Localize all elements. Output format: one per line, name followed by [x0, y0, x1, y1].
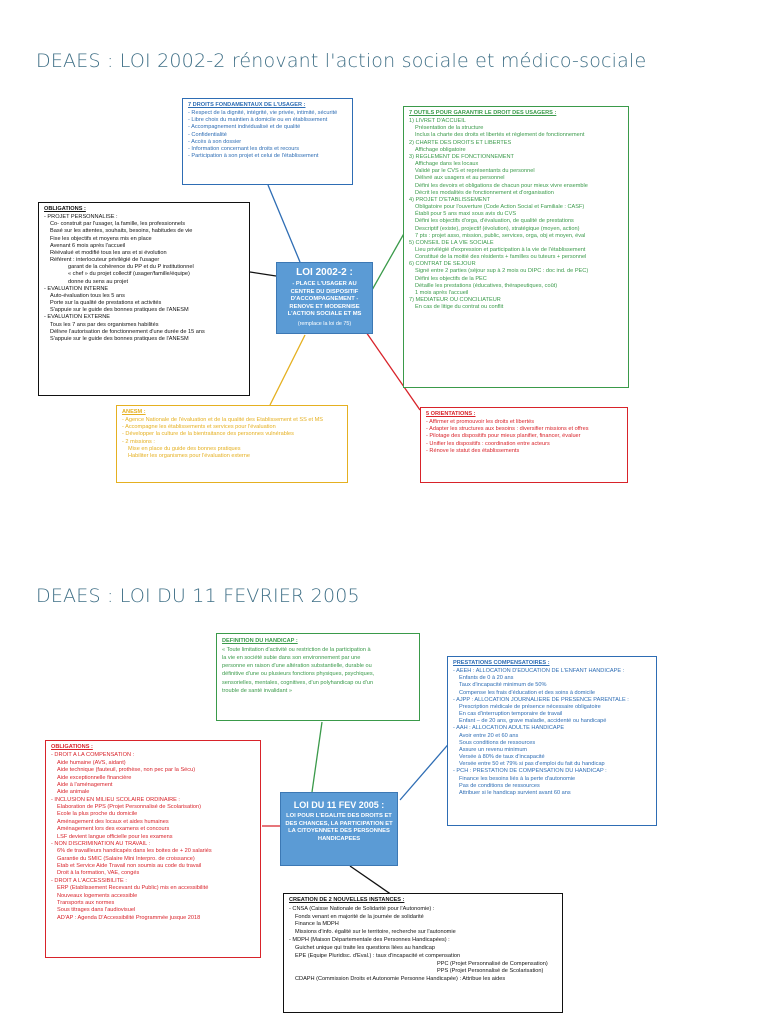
outils-line: Présentation de la structure [415, 125, 484, 132]
droits-heading: 7 DROITS FONDAMENTAUX DE L'USAGER : [188, 102, 306, 108]
definition-line: la vie en société subie dans son environnement par une [222, 655, 361, 662]
outils-line: Délivré aux usagers et au personnel [415, 175, 505, 182]
outils-line: Défini les objectifs d'orga, d'évaluation, de qualité de prestations [415, 218, 574, 225]
outils-line: 3) REGLEMENT DE FONCTIONNEMENT [409, 153, 514, 160]
obligations2-line: Ecole la plus proche du domicile [57, 811, 138, 818]
prestations-line: - AEEH : ALLOCATION D'EDUCATION DE L'ENFANT HANDICAPE : [453, 668, 625, 675]
obligations-line: Réévalué et modifié tous les ans et si évolution [50, 249, 167, 256]
obligations-line: - EVALUATION EXTERNE [44, 314, 110, 321]
prestations-line: Finance les besoins liés à la perte d'autonomie [459, 775, 576, 782]
obligations-line: Tous les 7 ans par des organismes habilités [50, 321, 159, 328]
prestations-box [447, 656, 657, 826]
droits-fondamentaux-box [182, 98, 353, 185]
instances-line: PPS (Projet Personnalisé de Scolarisation) [437, 968, 544, 975]
instances-line: Missions d'info. égalité sur le territoire, recherche sur l'autonomie [295, 929, 456, 936]
prestations-line: Attribuer si le handicap survient avant 60 ans [459, 789, 571, 796]
obligations-box-2002 [38, 202, 250, 396]
obligations2-heading: OBLIGATIONS : [51, 744, 93, 750]
instances-line: - CNSA (Caisse Nationale de Solidarité pour l'Autonomie) : [289, 905, 435, 912]
anesm-box [116, 405, 348, 483]
outils-line: 1 mois après l'accueil [415, 289, 469, 296]
instances-line: CDAPH (Commission Droits et Autonomie Personne Handicapée) : Attribue les aides [295, 976, 506, 983]
outils-line: Signé entre 2 parties (séjour sup à 2 mois ou DIPC : doc ind. de PEC) [415, 268, 589, 275]
droits-line: - Confidentialité [188, 131, 227, 138]
outils-line: Inclus la charte des droits et libertés et règlement de fonctionnement [415, 132, 585, 139]
outils-line: Défini les devoirs et obligations de chacun pour mieux vivre ensemble [415, 182, 588, 189]
outils-line: 1) LIVRET D'ACCUEIL [409, 118, 466, 125]
obligations2-line: Etab et Service Aide Travail non soumis au code du travail [57, 863, 202, 869]
obligations-line: - EVALUATION INTERNE [44, 285, 109, 292]
obligations2-line: AD'AP : Agenda D'Accessibilité Programmée jusque 2018 [57, 914, 201, 921]
anesm-line: - Agence Nationale de l'évaluation et de la qualité des Etablissement et SS et MS [122, 417, 324, 424]
obligations-box-2005 [45, 740, 261, 958]
instances-line: Guichet unique qui traite les questions liées au handicap [295, 944, 435, 951]
center-note: (remplace la loi de 75) [297, 320, 352, 327]
obligations2-line: - INCLUSION EN MILIEU SCOLAIRE ORDINAIRE : [51, 796, 180, 803]
obligations-line: Porte sur la qualité de prestations et activités [50, 300, 162, 307]
droits-line: - Libre choix du maintien à domicile ou en établissement [188, 117, 328, 124]
outils-line: 7) MEDIATEUR OU CONCILIATEUR [409, 297, 501, 304]
obligations2-line: ERP (Etablissement Recevant du Public) mis en accessibilité [57, 885, 209, 892]
outils-line: 7 pts : projet asso, mission, public, services, orga, obj et moyen, éval [415, 232, 586, 239]
instances-line: Finance la MDPH [295, 921, 339, 928]
outils-line: Lieu privilégié d'expression et participation à la vie de l'établissement [415, 246, 586, 253]
anesm-line: - 2 missions : [122, 438, 155, 445]
anesm-line: - Accompagne les établissements et services pour l'évaluation [122, 424, 276, 431]
section1-title: DEAES : LOI 2002-2 rénovant l'action sociale et médico-sociale [36, 50, 647, 72]
outils-line: Décrit les modalités de fonctionnement et d'organisation [415, 189, 554, 196]
obligations2-line: 6% de travailleurs handicapés dans les boites de + 20 salariés [57, 848, 212, 855]
instances-heading: CREATION DE 2 NOUVELLES INSTANCES : [289, 897, 405, 903]
instances-line: Fonds venant en majorité de la journée de solidarité [295, 913, 424, 920]
prestations-line: Enfant – de 20 ans, grave maladie, accidenté ou handicapé [459, 718, 607, 725]
obligations2-line: Aide animale [57, 789, 90, 796]
outils-line: Défini les objectifs de la PEC [415, 275, 487, 282]
obligations2-line: Aménagement des locaux et aides humaines [57, 818, 169, 825]
center-subtitle: - PLACE L'USAGER AU CENTRE DU DISPOSITIF D'ACCOMPAGNEMENT - RENOVE ET MODERNISE L'ACTION SOCIALE ET MS [287, 281, 362, 318]
outils-box [403, 106, 629, 388]
outils-line: 5) CONSEIL DE LA VIE SOCIALE [409, 239, 494, 246]
outils-line: 2) CHARTE DES DROITS ET LIBERTES [409, 139, 512, 146]
center2-subtitle: LOI POUR L'EGALITE DES DROITS ET DES CHANCES, LA PARTICIPATION ET LA CITOYENNETE DES PERSONNES HANDICAPEES [285, 813, 393, 842]
definition-handicap-box [216, 633, 420, 721]
obligations2-line: - DROIT A LA COMPENSATION : [51, 752, 135, 759]
prestations-line: Pas de conditions de ressources [459, 782, 540, 789]
droits-line: - Accès à son dossier [188, 138, 242, 145]
outils-line: Affichage dans les locaux [415, 161, 479, 168]
obligations2-line: Aménagement lors des examens et concours [57, 826, 170, 833]
loi-2002-2-center-node [276, 262, 373, 334]
obligations-line: « chef » du projet collectif (usager/famille/équipe) [68, 271, 190, 278]
section2-title: DEAES : LOI DU 11 FEVRIER 2005 [36, 585, 360, 607]
obligations-line: S'appuie sur le guide des bonnes pratiques de l'ANESM [50, 335, 189, 342]
obligations2-line: - DROIT A L'ACCESSIBILITE : [51, 877, 127, 884]
obligations-line: Délivre l'autorisation de fonctionnement d'une durée de 15 ans [50, 328, 205, 335]
outils-line: Affichage obligatoire [415, 146, 466, 153]
prestations-line: Taux d'incapacité minimum de 50% [459, 682, 547, 689]
anesm-heading: ANESM : [122, 409, 146, 415]
obligations-line: Fixe les objectifs et moyens mis en place [50, 235, 152, 242]
droits-line: - Participation à son projet et celui de l'établissement [188, 153, 319, 160]
prestations-line: Prescription médicale de présence nécessaire obligatoire [459, 703, 601, 710]
prestations-line: - AJPP : ALLOCATION JOURNALIERE DE PRESENCE PARENTALE : [453, 696, 629, 703]
outils-line: Descriptif (existe), projectif (évolution), stratégique (moyen, action) [415, 225, 580, 232]
orientations-line: - Affirmer et promouvoir les droits et libertés [426, 419, 535, 426]
definition-line: « Toute limitation d'activité ou restriction de la participation à [222, 647, 371, 654]
prestations-line: Versée à 80% de taux d'incapacité [459, 754, 545, 761]
anesm-line: - Développer la culture de la bientraitance des personnes vulnérables [122, 431, 294, 438]
obligations-heading: OBLIGATIONS : [44, 206, 86, 212]
prestations-line: Avoir entre 20 et 60 ans [459, 732, 519, 739]
orientations-line: - Rénove le statut des établissements [426, 447, 520, 454]
outils-line: 6) CONTRAT DE SEJOUR [409, 261, 476, 268]
orientations-heading: 5 ORIENTATIONS : [426, 411, 476, 417]
obligations-line: donne du sens au projet [68, 278, 129, 285]
outils-heading: 7 OUTILS POUR GARANTIR LE DROIT DES USAGERS : [409, 110, 557, 116]
definition-line: trouble de santé invalidant » [222, 687, 292, 694]
obligations-line: Avenant 6 mois après l'accueil [50, 242, 126, 249]
prestations-line: Compense les frais d'éducation et des soins à domicile [459, 689, 596, 696]
instances-line: PPC (Projet Personnalisé de Compensation) [437, 960, 548, 967]
prestations-line: - PCH : PRESTATION DE COMPENSATION DU HANDICAP : [453, 768, 607, 775]
center-title: LOI 2002-2 : [296, 267, 353, 278]
obligations2-line: Droit à la formation, VAE, congés [57, 870, 140, 877]
obligations2-line: Aide technique (fauteuil, prothèse, non pec par la Sécu) [57, 767, 196, 774]
orientations-box [420, 407, 628, 483]
obligations-line: - PROJET PERSONNALISE : [44, 214, 118, 221]
obligations-line: garant de la cohérence du PP et du P institutionnel [68, 264, 194, 271]
obligations2-line: Elaboration de PPS (Projet Personnalisé de Scolarisation) [57, 804, 201, 810]
outils-line: Détaille les prestations (éducatives, thérapeutiques, coût) [415, 282, 558, 289]
definition-line: sensorielles, mentales, cognitives, d'un polyhandicap ou d'un [222, 679, 374, 686]
orientations-line: - Adapter les structures aux besoins : diversifier missions et offres [426, 426, 589, 433]
definition-heading: DEFINITION DU HANDICAP : [222, 638, 298, 644]
prestations-line: En cas d'interruption temporaire de travail [459, 711, 563, 718]
obligations2-line: Transports aux normes [57, 899, 115, 906]
prestations-heading: PRESTATIONS COMPENSATOIRES : [453, 660, 550, 666]
outils-line: Obligatoire pour l'ouverture (Code Action Social et Familiale : CASF) [415, 204, 585, 211]
anesm-line: Habiliter les organismes pour l'évaluation externe [128, 452, 251, 459]
obligations2-line: Garantie du SMIC (Salaire Mini Interpro. de croissance) [57, 855, 195, 862]
obligations2-line: Aide humaine (AVS, aidant) [57, 759, 126, 766]
obligations2-line: Sous titrages dans l'audiovisuel [57, 907, 136, 914]
definition-line: personne en raison d'une altération substantielle, durable ou [222, 663, 372, 670]
prestations-line: Versée entre 50 et 79% si pas d'emploi du fait du handicap [459, 761, 605, 768]
obligations2-line: Nouveaux logements accessible [57, 892, 138, 899]
definition-line: définitive d'une ou plusieurs fonctions physiques, psychiques, [222, 671, 375, 678]
prestations-line: Enfants de 0 à 20 ans [459, 675, 514, 682]
orientations-line: - Pilotage des dispositifs pour mieux planifier, financer, évaluer [426, 433, 581, 440]
obligations-line: Référent : interlocuteur privilégié de l'usager [50, 257, 160, 264]
prestations-line: Assure un revenu minimum [459, 746, 528, 753]
outils-line: En cas de litige du contrat ou conflit [415, 304, 504, 311]
prestations-line: Sous conditions de ressources [459, 739, 536, 746]
obligations-line: S'appuie sur le guide des bonnes pratiques de l'ANESM [50, 307, 189, 314]
loi-2005-center-node [280, 792, 398, 866]
droits-line: - Information concernant les droits et recours [188, 145, 299, 152]
outils-line: 4) PROJET D'ETABLISSEMENT [409, 196, 491, 203]
obligations-line: Co- construit par l'usager, la famille, les professionnels [50, 221, 186, 228]
outils-line: Validé par le CVS et représentants du personnel [415, 168, 535, 175]
obligations2-line: Aide exceptionnelle financière [57, 774, 132, 781]
center2-title: LOI DU 11 FEV 2005 : [293, 800, 385, 810]
outils-line: Constitué de la moitié des résidents + familles ou tuteurs + personnel [415, 254, 587, 261]
obligations2-line: LSF devient langue officielle pour les examens [57, 833, 173, 840]
obligations2-line: Aide à l'aménagement [57, 781, 113, 788]
outils-line: Établi pour 5 ans maxi sous avis du CVS [415, 211, 517, 218]
instances-box [283, 893, 563, 1013]
obligations-line: Basé sur les attentes, souhaits, besoins, habitudes de vie [50, 228, 193, 235]
droits-line: - Accompagnement individualisé et de qualité [188, 124, 301, 131]
orientations-line: - Unifier les dispositifs : coordination entre acteurs [426, 440, 550, 447]
droits-line: - Respect de la dignité, intégrité, vie privée, intimité, sécurité [188, 110, 338, 117]
anesm-line: Mise en place du guide des bonnes pratiques [128, 445, 241, 452]
obligations2-line: - NON DISCRIMINATION AU TRAVAIL : [51, 840, 151, 847]
instances-line: EPE (Equipe Pluridisc. d'Eval.) : taux d'incapacité et compensation [295, 952, 461, 959]
prestations-line: - AAH : ALLOCATION ADULTE HANDICAPE [453, 725, 565, 732]
instances-line: - MDPH (Maison Départementale des Personnes Handicapées) : [289, 937, 450, 944]
obligations-line: Auto-évaluation tous les 5 ans [50, 292, 125, 299]
